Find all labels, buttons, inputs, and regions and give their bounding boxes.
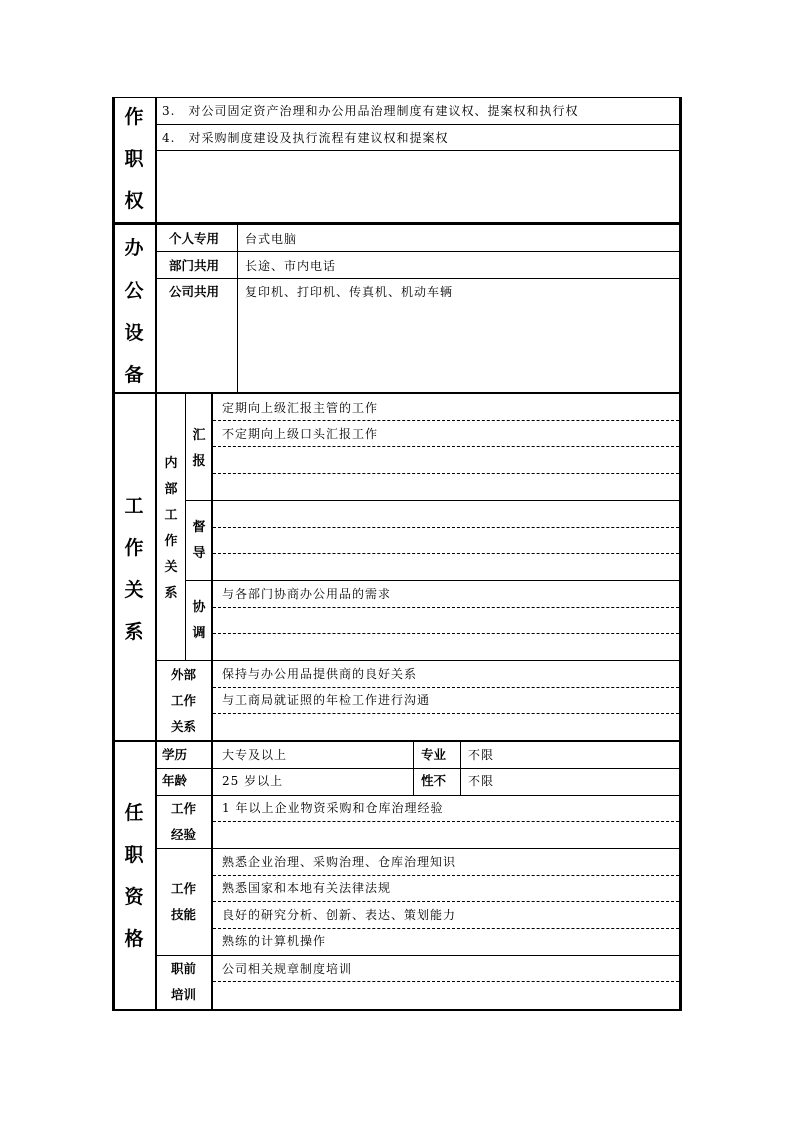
qualifications-heading-char: 资	[124, 886, 144, 908]
equipment-row-label: 部门共用	[169, 258, 220, 273]
equipment-heading-char: 办	[124, 237, 144, 259]
equipment-row-value: 复印机、打印机、传真机、机动车辆	[245, 285, 454, 299]
border-top	[112, 97, 682, 98]
experience-label: 工作	[171, 801, 197, 816]
external-line: 与工商局就证照的年检工作进行沟通	[222, 693, 431, 707]
skills-line: 良好的研究分析、创新、表达、策划能力	[222, 908, 457, 922]
training-label: 职前	[171, 961, 197, 976]
report-label-char: 汇	[192, 428, 206, 443]
qualifications-heading-char: 职	[124, 844, 144, 866]
education-label: 学历	[162, 747, 188, 762]
external-label: 外部	[171, 667, 197, 682]
education-value: 大专及以上	[222, 748, 288, 762]
training-label: 培训	[171, 987, 197, 1002]
external-label: 关系	[171, 719, 197, 734]
age-value: 25 岁以上	[222, 774, 284, 788]
training-line: 公司相关规章制度培训	[222, 962, 353, 976]
authority-item: 3. 对公司固定资产治理和办公用品治理制度有建议权、提案权和执行权	[162, 104, 579, 118]
skills-label: 工作	[171, 881, 197, 896]
relations-heading-char: 作	[124, 537, 144, 559]
equipment-row-label: 公司共用	[169, 284, 220, 299]
experience-line: 1 年以上企业物资采购和仓库治理经验	[222, 801, 444, 815]
internal-label-char: 部	[164, 482, 178, 497]
skills-label: 技能	[171, 907, 197, 922]
internal-label-char: 工	[164, 508, 178, 523]
report-line: 不定期向上级口头汇报工作	[222, 427, 379, 441]
qualifications-heading-char: 格	[124, 928, 144, 950]
coordinate-line: 与各部门协商办公用品的需求	[222, 587, 392, 601]
internal-label-char: 作	[164, 534, 178, 549]
equipment-row-label: 个人专用	[169, 231, 220, 246]
section-divider	[112, 740, 682, 742]
equipment-heading-char: 备	[124, 364, 144, 386]
border-right	[679, 97, 682, 1011]
border-left	[112, 97, 115, 1011]
coordinate-label-char: 调	[192, 626, 206, 641]
authority-heading-char: 作	[124, 106, 144, 128]
border-bottom	[112, 1009, 682, 1011]
section-divider	[112, 392, 682, 394]
skills-line: 熟练的计算机操作	[222, 934, 327, 948]
authority-item: 4. 对采购制度建设及执行流程有建议权和提案权	[162, 131, 449, 145]
authority-heading-char: 权	[124, 190, 144, 212]
major-label: 专业	[421, 747, 447, 762]
authority-heading-char: 职	[124, 148, 144, 170]
report-label-char: 报	[192, 454, 206, 469]
relations-heading-char: 关	[124, 579, 144, 601]
internal-label-char: 关	[164, 560, 178, 575]
gender-label: 性不	[421, 773, 447, 788]
equipment-row-value: 长途、市内电话	[245, 259, 337, 273]
report-line: 定期向上级汇报主管的工作	[222, 401, 379, 415]
supervise-label-char: 督	[192, 520, 206, 535]
internal-label-char: 内	[164, 456, 178, 471]
heading-divider	[155, 97, 157, 1011]
relations-heading-char: 系	[124, 621, 144, 643]
skills-line: 熟悉企业治理、采购治理、仓库治理知识	[222, 855, 457, 869]
supervise-label-char: 导	[192, 546, 206, 561]
equipment-heading-char: 设	[124, 322, 144, 344]
qualifications-heading-char: 任	[124, 802, 144, 824]
gender-value: 不限	[468, 774, 495, 788]
age-label: 年龄	[162, 773, 188, 788]
experience-label: 经验	[171, 827, 197, 842]
external-label: 工作	[171, 693, 197, 708]
major-value: 不限	[468, 748, 495, 762]
equipment-row-value: 台式电脑	[245, 232, 298, 246]
relations-heading-char: 工	[124, 495, 144, 517]
external-line: 保持与办公用品提供商的良好关系	[222, 667, 418, 681]
equipment-heading-char: 公	[124, 280, 144, 302]
skills-line: 熟悉国家和本地有关法律法规	[222, 881, 392, 895]
section-divider	[112, 222, 682, 225]
coordinate-label-char: 协	[192, 600, 206, 615]
internal-label-char: 系	[164, 586, 178, 601]
